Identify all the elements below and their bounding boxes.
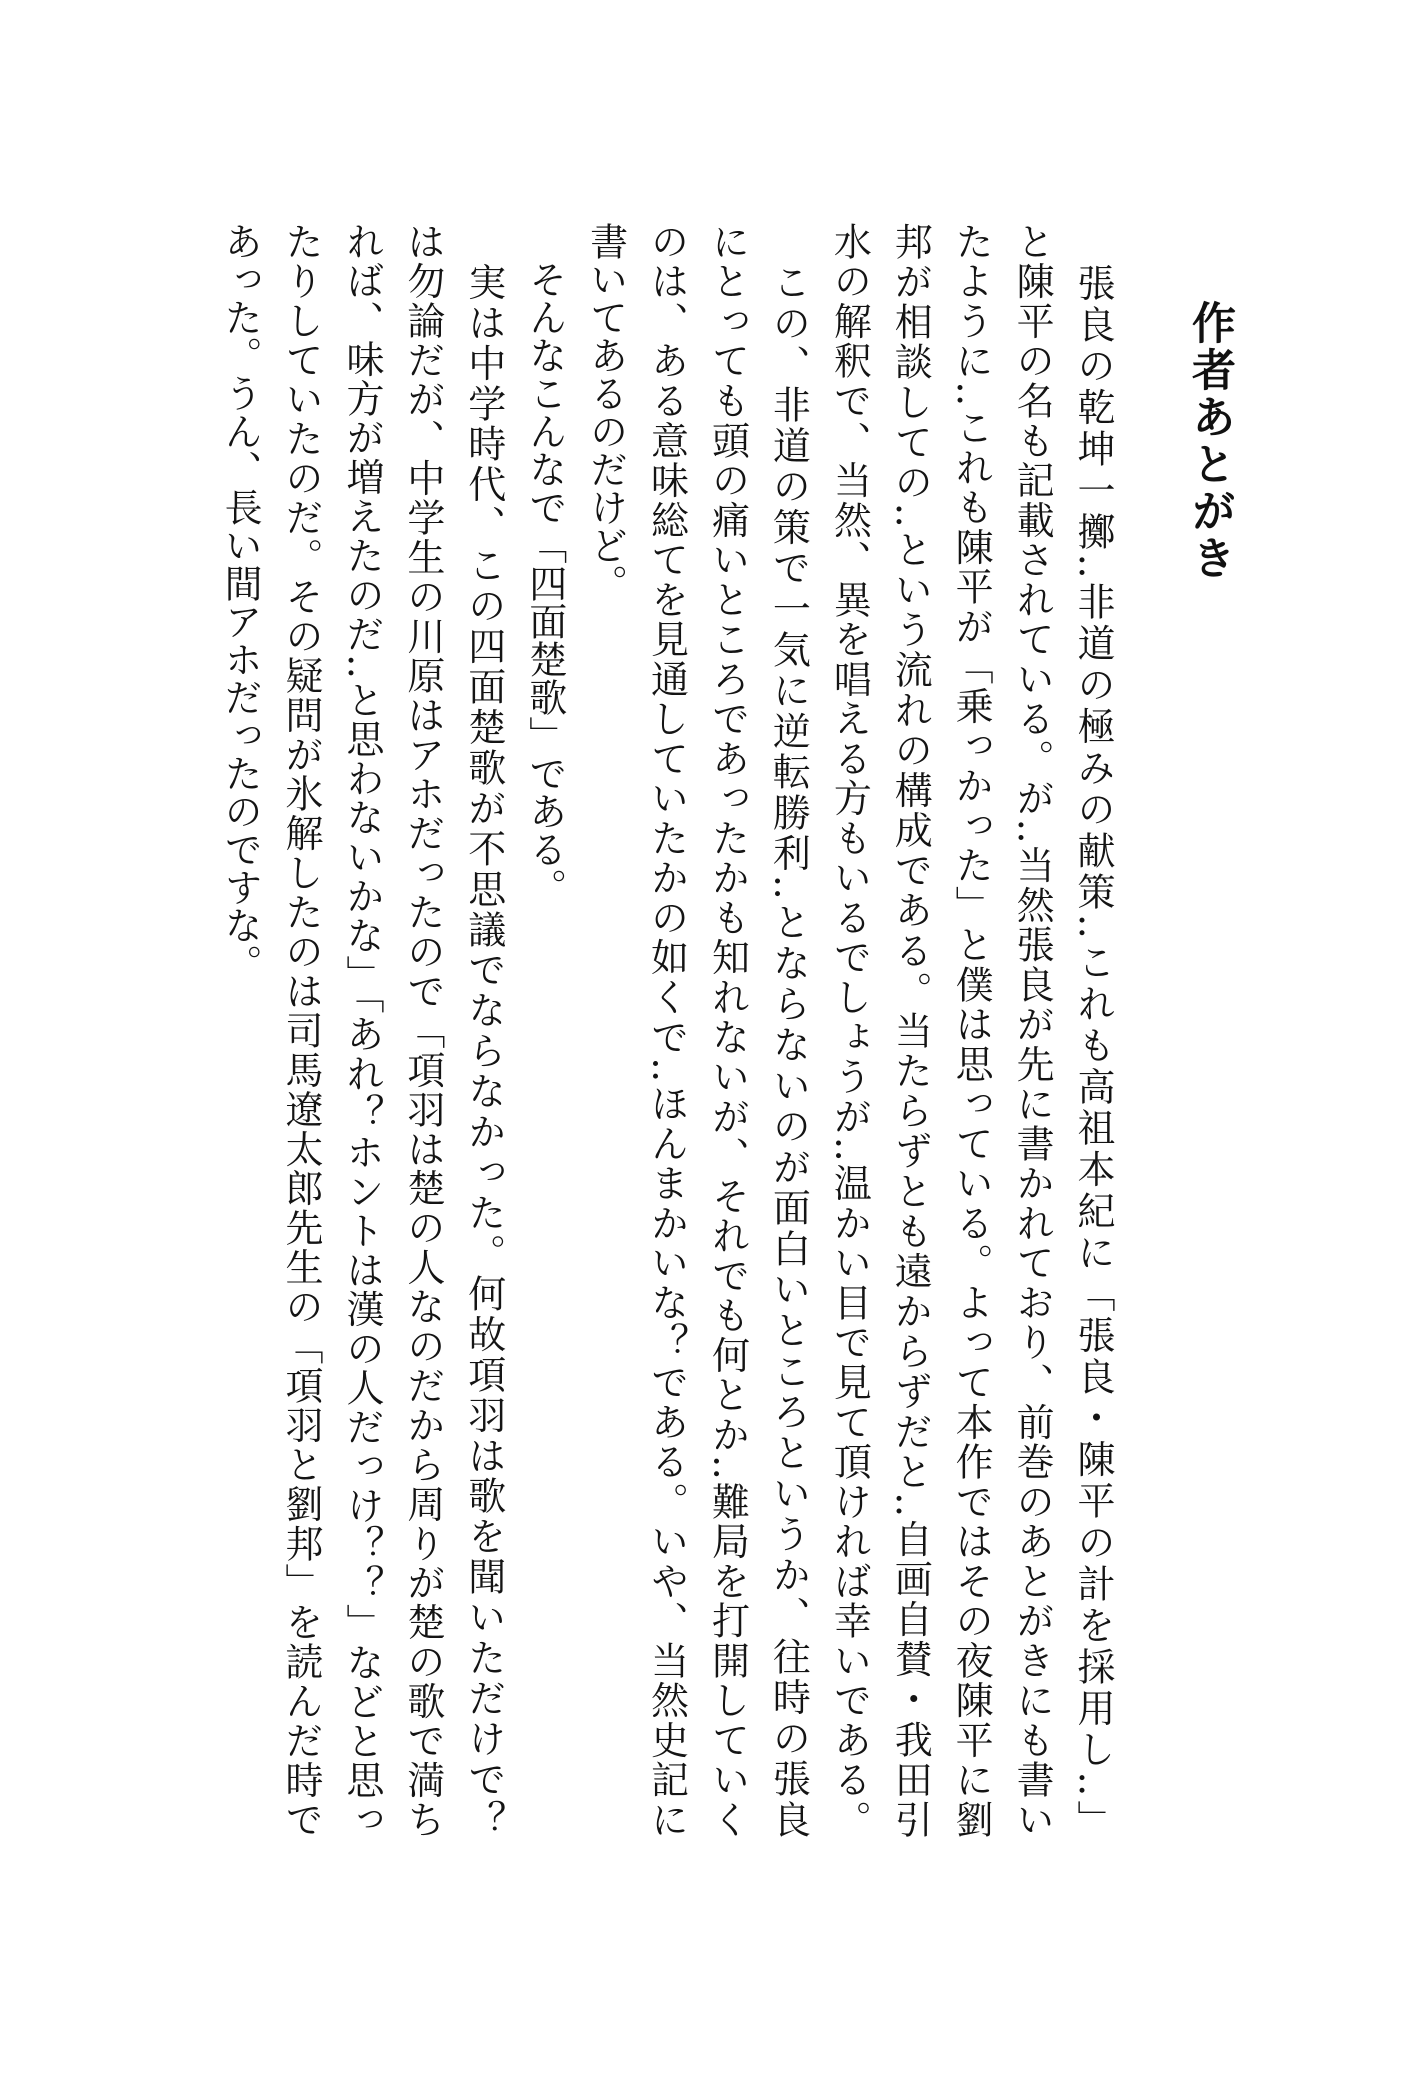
text-column: たりしていたのだ。その疑問が氷解したのは司馬遼太郎先生の「項羽と劉邦」を読んだ時で (279, 222, 324, 1838)
text-column: 書いてあるのだけど。 (583, 222, 628, 602)
text-column: れば、味方が増えたのだ‥と思わないかな」「あれ？ホントは漢の人だっけ？？」などと思っ (339, 222, 384, 1838)
text-column: は勿論だが、中学生の川原はアホだったので「項羽は楚の人なのだから周りが楚の歌で満ち (400, 222, 445, 1838)
vertical-text-body (209, 222, 1123, 1838)
text-column: この、非道の策で一気に逆転勝利‥とならないのが面白いところというか、往時の張良 (766, 222, 811, 1838)
text-column: あった。うん、長い間アホだったのですな。 (218, 222, 263, 982)
text-column: 水の解釈で、当然、異を唱える方もいるでしょうが‥温かい目で見て頂ければ幸いである。 (827, 222, 872, 1838)
text-column: 実は中学時代、この四面楚歌が不思議でならなかった。何故項羽は歌を聞いただけで？ (461, 222, 506, 1838)
page-title: 作者あとがき (1184, 300, 1235, 582)
text-column: たように‥これも陳平が「乗っかった」と僕は思っている。よって本作ではその夜陳平に劉 (949, 222, 994, 1838)
text-column: そんなこんなで「四面楚歌」である。 (522, 222, 567, 906)
text-column: のは、ある意味総てを見通していたかの如くで‥ほんまかいな？である。いや、当然史記に (644, 222, 689, 1838)
text-column: 邦が相談しての‥という流れの構成である。当たらずとも遠からずだと‥自画自賛・我田引 (888, 222, 933, 1838)
text-column: 張良の乾坤一擲‥非道の極みの献策‥これも高祖本紀に「張良・陳平の計を採用し‥」 (1071, 222, 1115, 1838)
text-column: にとっても頭の痛いところであったかも知れないが、それでも何とか‥難局を打開していく (705, 222, 750, 1838)
text-column: と陳平の名も記載されている。が‥当然張良が先に書かれており、前巻のあとがきにも書い (1010, 222, 1055, 1838)
